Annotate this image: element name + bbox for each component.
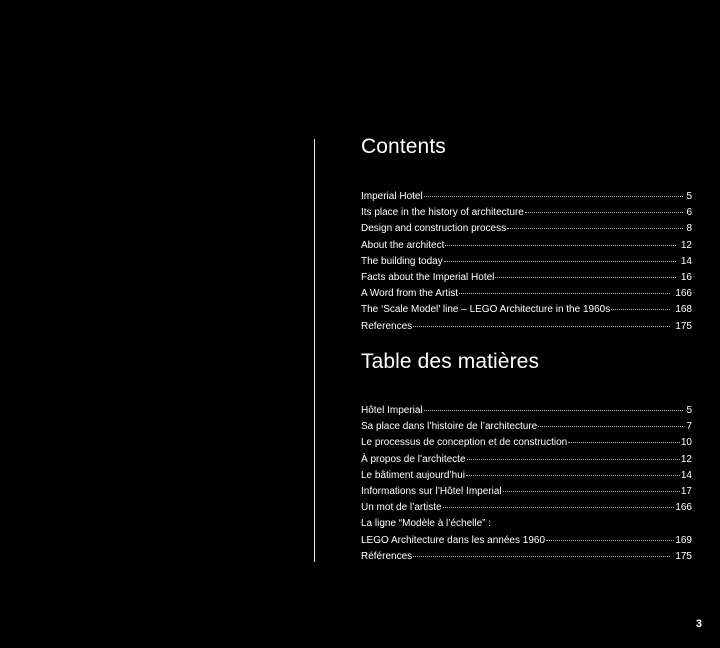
- dot-leader: [413, 556, 670, 557]
- contents-section: [361, 132, 692, 332]
- toc-entry[interactable]: [361, 254, 692, 270]
- toc-entry-page: 10: [680, 437, 692, 449]
- toc-entry-title: À propos de l’architecte: [361, 453, 466, 465]
- dot-leader: [424, 410, 683, 411]
- toc-entry[interactable]: [361, 189, 692, 205]
- toc-entry-page: 175: [675, 320, 692, 332]
- contents-list: [361, 189, 692, 335]
- toc-entry-page: 14: [680, 255, 692, 267]
- toc-entry-title: Le processus de conception et de construction: [361, 437, 568, 449]
- toc-entry[interactable]: [361, 419, 692, 435]
- toc-entry-page: 16: [680, 271, 692, 283]
- toc-entry[interactable]: [361, 270, 692, 286]
- toc-entry-title: Imperial Hotel: [361, 191, 423, 202]
- dot-leader: [413, 326, 670, 327]
- toc-entry-title: Sa place dans l’histoire de l’architecture: [361, 421, 538, 433]
- toc-entry-page: 7: [686, 421, 692, 433]
- vertical-divider: [314, 139, 315, 562]
- dot-leader: [467, 459, 680, 460]
- dot-leader: [445, 245, 675, 246]
- toc-entry-page: 166: [675, 288, 692, 300]
- toc-entry-page: 12: [680, 239, 692, 251]
- toc-entry-page: 5: [686, 191, 692, 202]
- toc-entry[interactable]: [361, 221, 692, 237]
- toc-entry-title: References: [361, 320, 413, 332]
- dot-leader: [424, 196, 683, 197]
- toc-entry-page: 169: [675, 534, 692, 546]
- toc-entry-page: 168: [675, 304, 692, 316]
- table-des-matieres-section: [361, 347, 692, 562]
- toc-entry[interactable]: [361, 500, 692, 516]
- dot-leader: [525, 212, 683, 213]
- toc-entry[interactable]: [361, 319, 692, 335]
- toc-entry-title: Le bâtiment aujourd’hui: [361, 469, 465, 481]
- contents-heading: Contents: [361, 135, 446, 158]
- toc-entry-title: Facts about the Imperial Hotel: [361, 271, 495, 283]
- dot-leader: [538, 426, 683, 427]
- dot-leader: [546, 540, 674, 541]
- toc-entry[interactable]: [361, 238, 692, 254]
- toc-entry-title: Design and construction process: [361, 223, 507, 235]
- dot-leader: [568, 442, 680, 443]
- toc-entry[interactable]: [361, 403, 692, 419]
- toc-entry-title: LEGO Architecture dans les années 1960: [361, 534, 546, 546]
- toc-entry[interactable]: [361, 484, 692, 500]
- toc-entry-title: Hôtel Imperial: [361, 405, 423, 416]
- toc-entry-title: Un mot de l’artiste: [361, 502, 442, 514]
- toc-entry[interactable]: [361, 549, 692, 565]
- dot-leader: [503, 491, 680, 492]
- toc-entry-page: 14: [680, 469, 692, 481]
- toc-entry-title: Informations sur l’Hôtel Imperial: [361, 485, 502, 497]
- toc-entry-title: About the architect: [361, 239, 445, 251]
- toc-entry[interactable]: [361, 205, 692, 221]
- toc-entry[interactable]: [361, 452, 692, 468]
- toc-entry-page: 8: [686, 223, 692, 235]
- toc-entry-title: The building today: [361, 255, 443, 267]
- table-des-matieres-heading: Table des matières: [361, 350, 540, 373]
- dot-leader: [466, 475, 680, 476]
- toc-entry-title: A Word from the Artist: [361, 288, 459, 300]
- toc-entry[interactable]: [361, 468, 692, 484]
- dot-leader: [444, 261, 676, 262]
- page-number: 3: [695, 618, 702, 630]
- dot-leader: [507, 228, 683, 229]
- toc-entry[interactable]: [361, 286, 692, 302]
- toc-entry-page: 17: [680, 485, 692, 497]
- dot-leader: [611, 309, 670, 310]
- dot-leader: [495, 277, 675, 278]
- toc-entry-page: 12: [680, 453, 692, 465]
- toc-entry-page: 6: [686, 207, 692, 219]
- toc-entry[interactable]: [361, 533, 692, 549]
- toc-entry-page: 5: [686, 405, 692, 416]
- toc-entry-title: Références: [361, 550, 413, 562]
- table-des-matieres-list: [361, 403, 692, 565]
- toc-entry-page: 175: [675, 550, 692, 562]
- toc-entry[interactable]: [361, 435, 692, 451]
- toc-entry-title: The ‘Scale Model’ line – LEGO Architecture in the 1960s: [361, 304, 611, 316]
- toc-entry-page: 166: [675, 502, 692, 514]
- toc-entry-title: La ligne “Modèle à l’échelle” :: [361, 518, 492, 530]
- toc-entry[interactable]: [361, 516, 692, 532]
- toc-entry-title: Its place in the history of architecture: [361, 207, 524, 219]
- dot-leader: [459, 293, 670, 294]
- dot-leader: [443, 507, 675, 508]
- toc-entry[interactable]: [361, 302, 692, 318]
